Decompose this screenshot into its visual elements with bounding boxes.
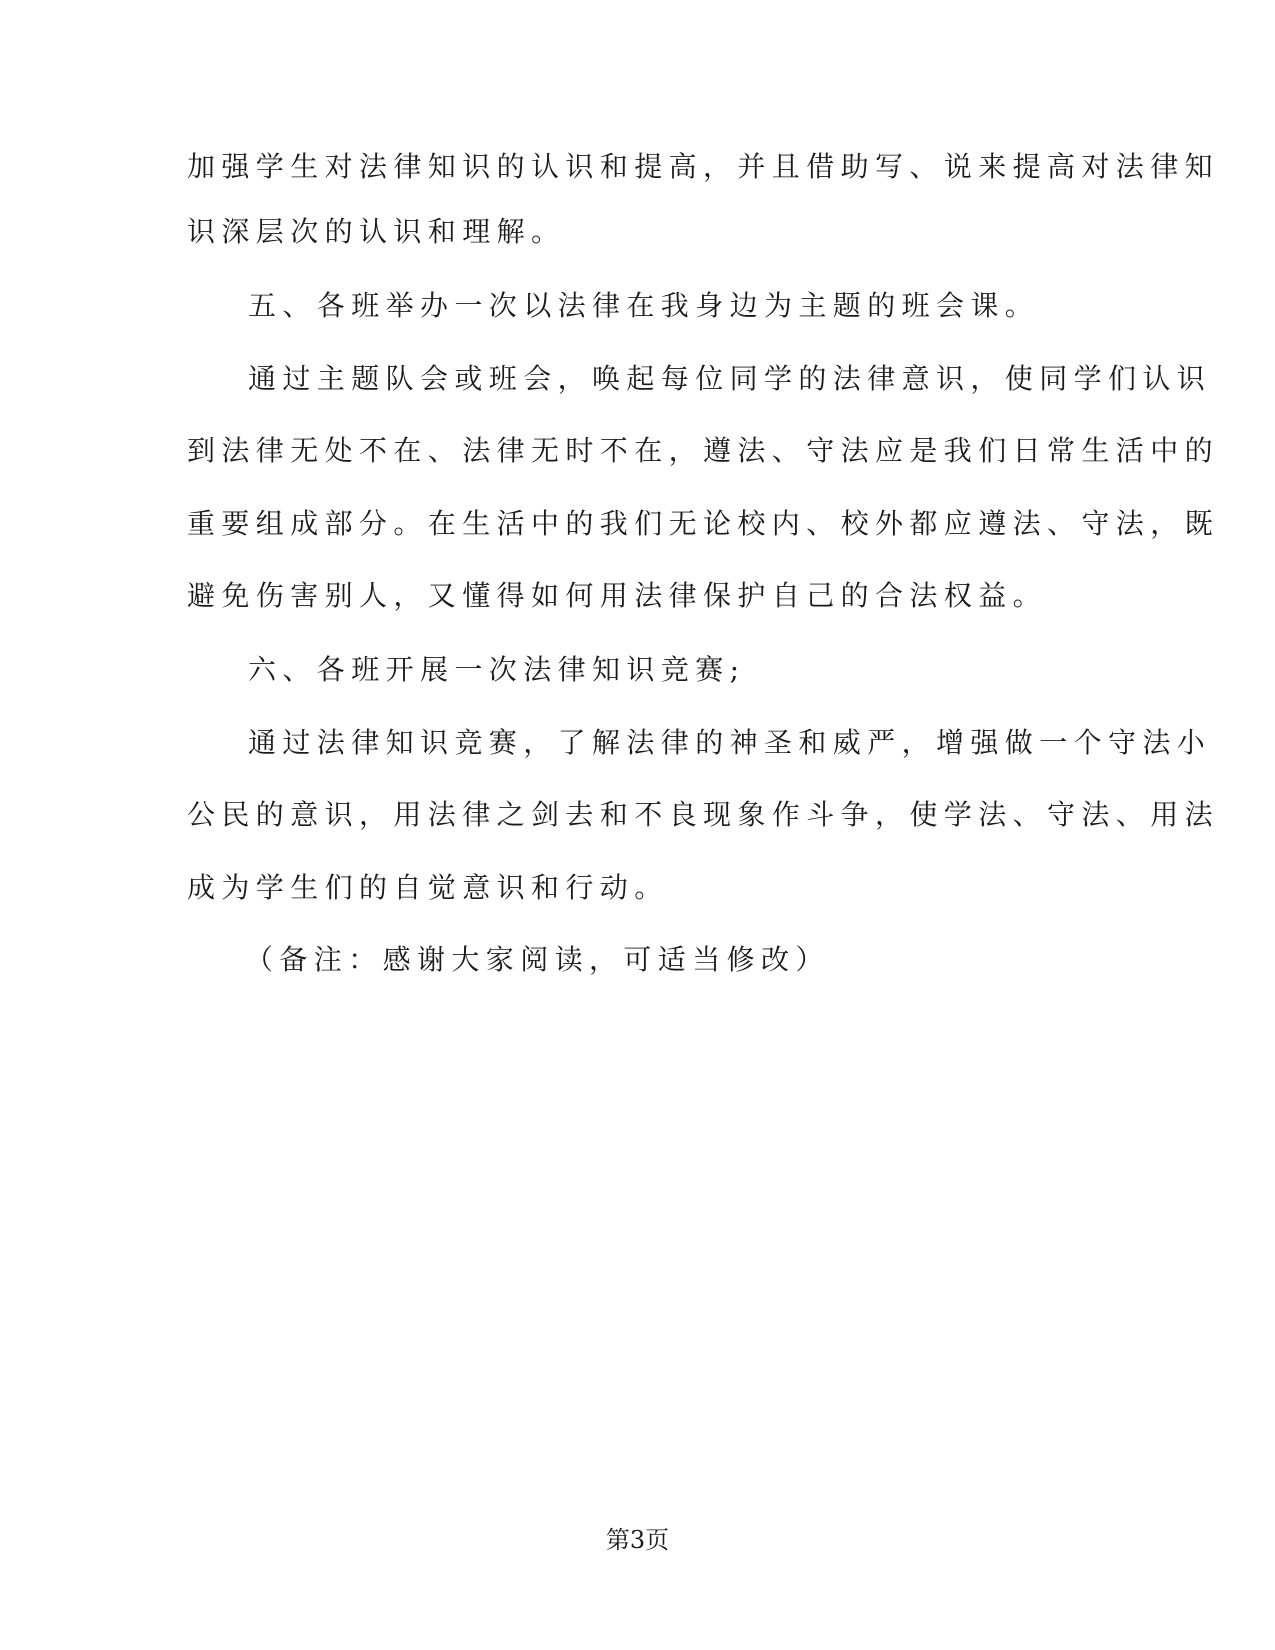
body-text-line: 成为学生们的自觉意识和行动。: [187, 871, 669, 904]
body-text-line: 加强学生对法律知识的认识和提高，并且借助写、说来提高对法律知: [187, 150, 1220, 183]
section-heading-five: 五、各班举办一次以法律在我身边为主题的班会课。: [248, 289, 1040, 322]
body-text-line: 重要组成部分。在生活中的我们无论校内、校外都应遵法、守法，既: [187, 507, 1220, 540]
body-text-line: 识深层次的认识和理解。: [187, 215, 566, 248]
body-text-line: 通过主题队会或班会，唤起每位同学的法律意识，使同学们认识: [248, 362, 1212, 395]
body-text-line: 通过法律知识竞赛，了解法律的神圣和威严，增强做一个守法小: [248, 726, 1212, 759]
section-heading-six: 六、各班开展一次法律知识竞赛;: [248, 653, 746, 686]
closing-note: （备注：感谢大家阅读，可适当修改）: [245, 943, 830, 976]
body-text-line: 到法律无处不在、法律无时不在，遵法、守法应是我们日常生活中的: [187, 434, 1220, 467]
body-text-line: 公民的意识，用法律之剑去和不良现象作斗争，使学法、守法、用法: [187, 798, 1220, 831]
body-text-line: 避免伤害别人，又懂得如何用法律保护自己的合法权益。: [187, 579, 1048, 612]
page-number: 第3页: [605, 1526, 670, 1554]
